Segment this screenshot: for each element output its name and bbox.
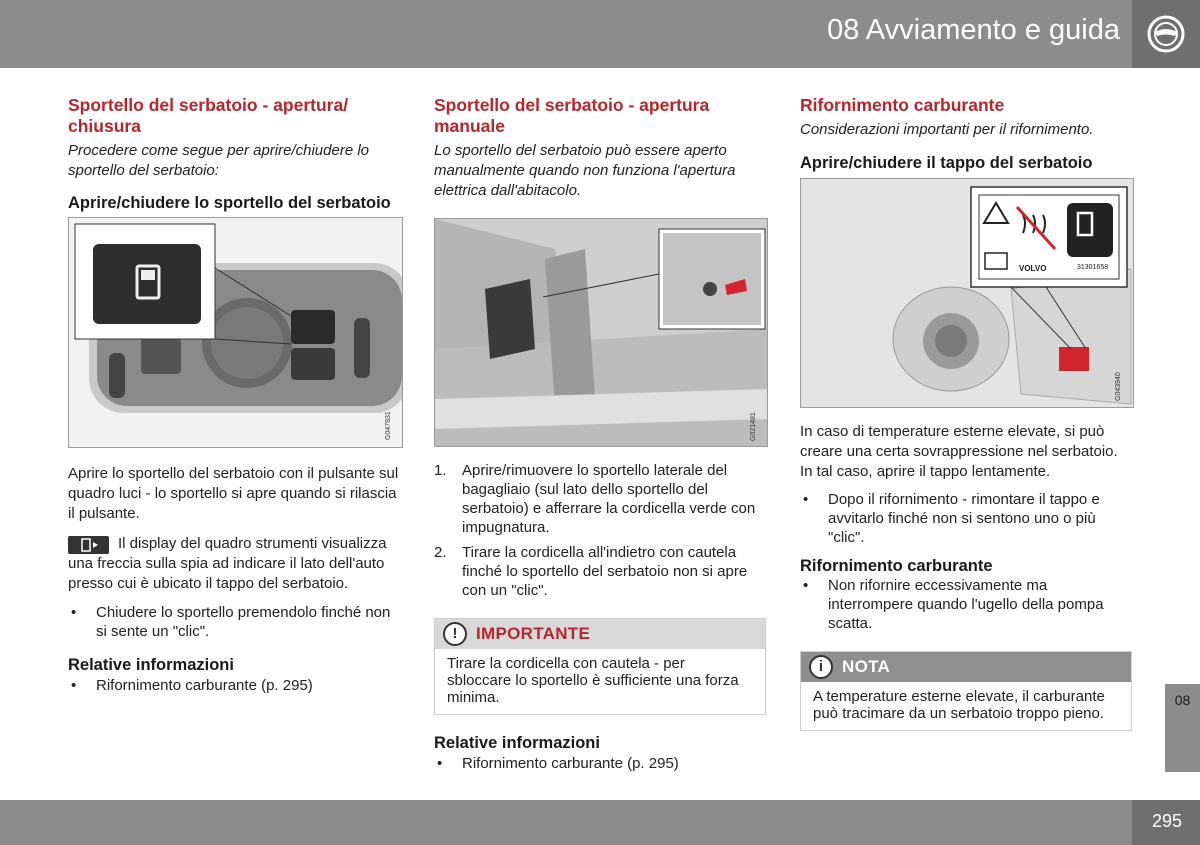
indicator-paragraph [68,534,403,594]
important-header [435,619,765,649]
list-item: • Chiudere lo sportello premendolo finché non si sente un "clic". [68,603,403,641]
section-intro: Procedere come segue per aprire/chiudere lo sportello del serbatoio: [68,142,370,179]
section-intro: Considerazioni importanti per il rifornimento. [800,121,1094,138]
column-manual-opening [434,95,768,773]
label-code: 31301658 [1077,264,1109,271]
fuel-indicator-icon [68,536,109,554]
trunk-figure [434,218,768,447]
related-heading: Relative informazioni [434,734,600,752]
note-header [801,652,1131,682]
step-number: 1. [434,462,447,479]
note-text: A temperature esterne elevate, il carburante può tracimare da un serbatoio troppo pieno. [813,688,1105,722]
important-label: IMPORTANTE [476,624,591,643]
important-text: Tirare la cordicella con cautela - per sbloccare lo sportello è sufficiente una forza minima. [447,655,739,706]
step-text: Tirare la cordicella all'indietro con cautela finché lo sportello del serbatoio non si apre con un "clic". [462,544,748,599]
step-text: Aprire/rimuovere lo sportello laterale del bagagliaio (sul lato dello sportello del serbatoio) e afferrare la cordicella verde con impugnatura. [462,462,756,536]
chapter-icon-box [1132,0,1200,68]
related-link[interactable]: • Rifornimento carburante (p. 295) [68,676,403,695]
paragraph: Il display del quadro strumenti visualizza una freccia sulla spia ad indicare il lato dell'auto presso cui è ubicato il tappo del serbatoio. [68,535,387,592]
list-item: • Dopo il rifornimento - rimontare il tappo e avvitarlo finché non si sentono uno o più "clic". [800,490,1134,547]
subheading: Aprire/chiudere il tappo del serbatoio [800,154,1093,172]
related-heading: Relative informazioni [68,656,234,674]
figure-code: G047831 [385,411,392,440]
info-icon: i [809,655,833,679]
subheading: Rifornimento carburante [800,557,993,575]
note-label: NOTA [842,657,891,676]
section-title: Sportello del serbatoio - apertura manuale [434,95,710,136]
column-refueling [800,95,1134,731]
paragraph: Aprire lo sportello del serbatoio con il pulsante sul quadro luci - lo sportello si apre quando si rilascia il pulsante. [68,465,399,522]
page-number: 295 [1151,811,1182,831]
chapter-tab-label: 08 [1174,692,1191,708]
subheading: Aprire/chiudere lo sportello del serbatoio [68,194,391,212]
section-title: Sportello del serbatoio - apertura/ chiusura [68,95,349,136]
page-number-box [1132,800,1200,845]
related-link[interactable]: • Rifornimento carburante (p. 295) [434,754,768,773]
chapter-title: 08 Avviamento e guida [827,14,1120,46]
steps-list [434,461,768,600]
figure-code: G043940 [1115,372,1122,401]
steering-wheel-icon [1146,14,1186,54]
trunk-illustration [435,219,768,447]
note-box [800,651,1132,731]
fuel-cap-figure [800,178,1134,408]
section-intro: Lo sportello del serbatoio può essere aperto manualmente quando non funziona l'apertura elettrica dall'abitacolo. [434,142,736,199]
step-item [434,543,768,600]
section-title: Rifornimento carburante [800,95,1005,115]
light-switch-illustration [69,218,403,448]
column-fuel-door [68,95,403,695]
light-switch-figure [68,217,403,448]
page-header [0,0,1200,68]
step-number: 2. [434,544,447,561]
warning-exclamation-icon: ! [443,622,467,646]
important-box [434,618,766,715]
step-item [434,461,768,537]
page-footer [0,800,1200,845]
paragraph: In caso di temperature esterne elevate, si può creare una certa sovrappressione nel serbatoio. In tal caso, aprire il tappo lentamente. [800,423,1118,480]
chapter-side-tab [1165,684,1200,772]
figure-code: G021481 [750,412,757,441]
list-item: • Non rifornire eccessivamente ma interrompere quando l'ugello della pompa scatta. [800,576,1134,633]
fuel-cap-illustration [801,179,1134,408]
label-brand: VOLVO [1019,264,1047,273]
